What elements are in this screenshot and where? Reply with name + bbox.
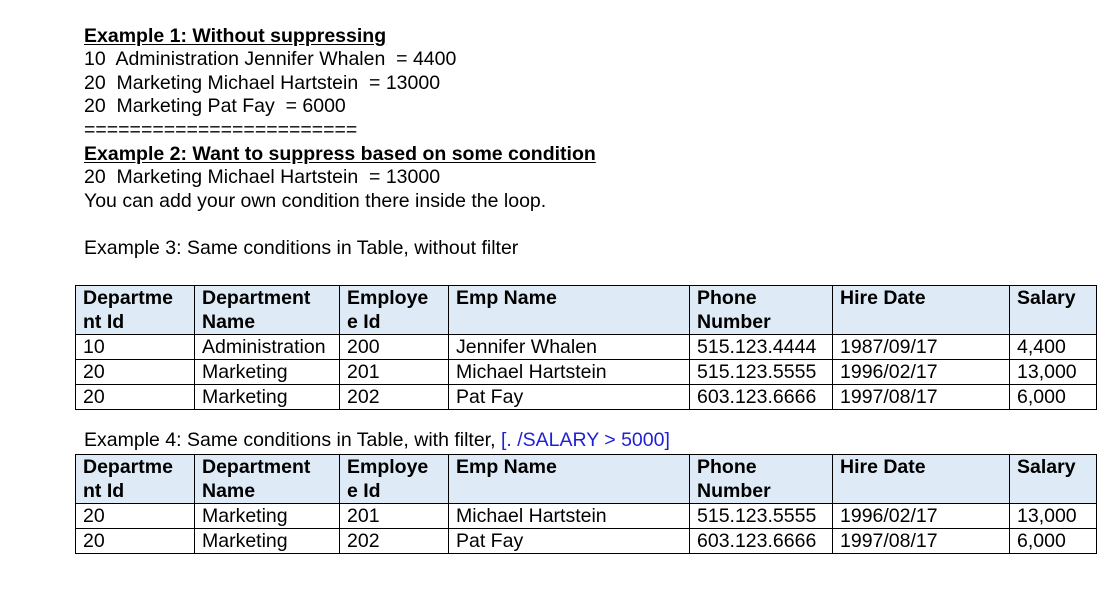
table-example-4 (75, 454, 1097, 554)
table-row (76, 385, 1097, 410)
example-1-line: 20 Marketing Pat Fay = 6000 (84, 95, 346, 117)
separator-line: ======================== (84, 119, 358, 141)
cell-emp-id: 202 (340, 385, 449, 410)
cell-emp-name: Michael Hartstein (449, 504, 690, 529)
column-header-emp-name: Emp Name (449, 286, 690, 335)
example-3-caption: Example 3: Same conditions in Table, without filter (84, 237, 519, 259)
cell-phone: 515.123.5555 (690, 360, 833, 385)
cell-dept-name: Marketing (195, 504, 340, 529)
table-row (76, 360, 1097, 385)
cell-emp-id: 200 (340, 335, 449, 360)
cell-salary: 6,000 (1010, 385, 1097, 410)
table-row (76, 529, 1097, 554)
column-header-dept-name: Department Name (195, 286, 340, 335)
cell-phone: 603.123.6666 (690, 529, 833, 554)
column-header-dept-name: Department Name (195, 455, 340, 504)
cell-dept-id: 20 (76, 360, 195, 385)
cell-salary: 13,000 (1010, 360, 1097, 385)
cell-dept-id: 20 (76, 529, 195, 554)
table-header-row (76, 455, 1097, 504)
example-2-heading: Example 2: Want to suppress based on some condition (84, 143, 596, 165)
cell-dept-name: Marketing (195, 360, 340, 385)
table-row (76, 335, 1097, 360)
cell-phone: 515.123.5555 (690, 504, 833, 529)
column-header-phone: Phone Number (690, 286, 833, 335)
cell-emp-name: Pat Fay (449, 385, 690, 410)
cell-hire-date: 1996/02/17 (833, 360, 1010, 385)
cell-salary: 6,000 (1010, 529, 1097, 554)
column-header-phone: Phone Number (690, 455, 833, 504)
cell-dept-name: Marketing (195, 529, 340, 554)
cell-salary: 4,400 (1010, 335, 1097, 360)
example-1-line: 20 Marketing Michael Hartstein = 13000 (84, 72, 441, 94)
cell-hire-date: 1997/08/17 (833, 385, 1010, 410)
cell-emp-id: 201 (340, 504, 449, 529)
table-example-3 (75, 285, 1097, 410)
table-header-row (76, 286, 1097, 335)
table-row (76, 504, 1097, 529)
cell-emp-id: 202 (340, 529, 449, 554)
example-2-line: 20 Marketing Michael Hartstein = 13000 (84, 166, 441, 188)
cell-phone: 515.123.4444 (690, 335, 833, 360)
cell-emp-name: Michael Hartstein (449, 360, 690, 385)
example-4-caption-text: Example 4: Same conditions in Table, with filter, (84, 429, 501, 451)
example-1-line: 10 Administration Jennifer Whalen = 4400 (84, 48, 457, 70)
cell-dept-id: 10 (76, 335, 195, 360)
example-4-caption (84, 429, 670, 452)
cell-phone: 603.123.6666 (690, 385, 833, 410)
cell-emp-name: Pat Fay (449, 529, 690, 554)
cell-hire-date: 1996/02/17 (833, 504, 1010, 529)
cell-hire-date: 1997/08/17 (833, 529, 1010, 554)
column-header-emp-id: Employe e Id (340, 455, 449, 504)
cell-dept-id: 20 (76, 385, 195, 410)
cell-dept-id: 20 (76, 504, 195, 529)
column-header-dept-id: Departme nt Id (76, 455, 195, 504)
cell-dept-name: Marketing (195, 385, 340, 410)
filter-expression: [. /SALARY > 5000] (500, 429, 670, 451)
column-header-emp-id: Employe e Id (340, 286, 449, 335)
column-header-emp-name: Emp Name (449, 455, 690, 504)
example-2-note: You can add your own condition there inside the loop. (84, 190, 547, 212)
column-header-salary: Salary (1010, 286, 1097, 335)
cell-salary: 13,000 (1010, 504, 1097, 529)
column-header-dept-id: Departme nt Id (76, 286, 195, 335)
cell-hire-date: 1987/09/17 (833, 335, 1010, 360)
example-1-heading: Example 1: Without suppressing (84, 25, 387, 47)
cell-dept-name: Administration (195, 335, 340, 360)
cell-emp-id: 201 (340, 360, 449, 385)
column-header-hire-date: Hire Date (833, 286, 1010, 335)
column-header-hire-date: Hire Date (833, 455, 1010, 504)
column-header-salary: Salary (1010, 455, 1097, 504)
cell-emp-name: Jennifer Whalen (449, 335, 690, 360)
